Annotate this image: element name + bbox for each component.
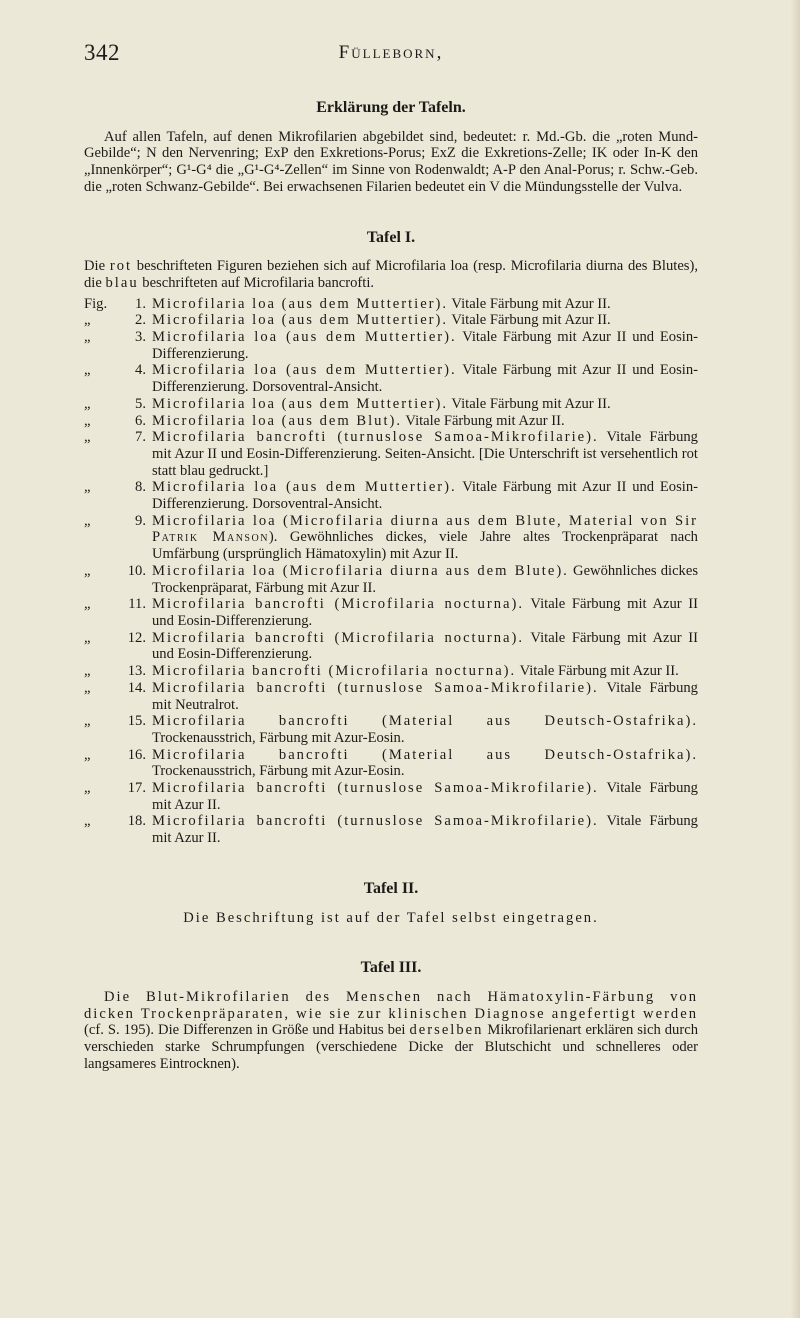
figure-caption bbox=[84, 596, 698, 629]
figure-species: Microfilaria loa (aus dem Muttertier). bbox=[152, 295, 449, 312]
figure-caption bbox=[84, 680, 698, 713]
figure-number: 6. bbox=[135, 412, 146, 429]
figure-species: Microfilaria bancrofti (Material aus Deutsch-Ostafrika). bbox=[152, 713, 698, 730]
tafel-1-title: Tafel I. bbox=[366, 228, 416, 246]
figure-caption bbox=[84, 329, 698, 362]
tafel-1-intro-a: Die bbox=[84, 258, 110, 275]
figure-species: Microfilaria loa (aus dem Muttertier). bbox=[152, 479, 457, 496]
figure-caption bbox=[84, 563, 698, 596]
figure-label: „ bbox=[84, 562, 91, 579]
tafel-1-intro bbox=[84, 258, 698, 291]
figure-text bbox=[152, 596, 698, 629]
figure-description: Trockenausstrich, Färbung mit Azur-Eosin. bbox=[152, 763, 405, 780]
figure-number: 17. bbox=[127, 780, 146, 797]
figure-text bbox=[152, 396, 698, 413]
figure-text bbox=[152, 680, 698, 713]
figure-species: Microfilaria loa (aus dem Muttertier). bbox=[152, 312, 449, 329]
figure-description: Vitale Färbung mit Azur II und Eosin-Differenzierung. bbox=[152, 329, 698, 362]
figure-caption bbox=[84, 396, 698, 413]
page-edge-shadow bbox=[790, 0, 800, 1318]
figure-number: 15. bbox=[127, 713, 146, 730]
figure-text bbox=[152, 780, 698, 813]
figure-text bbox=[152, 563, 698, 596]
tafel-2-title: Tafel II. bbox=[363, 879, 419, 897]
figure-description: Vitale Färbung mit Azur II und Eosin-Differenzierung. bbox=[152, 596, 698, 629]
figure-number: 2. bbox=[135, 312, 146, 329]
figure-label: „ bbox=[84, 395, 91, 412]
figure-number: 13. bbox=[127, 663, 146, 680]
figure-text bbox=[152, 513, 698, 563]
figure-description: Vitale Färbung mit Azur II. bbox=[402, 412, 565, 429]
figure-species: Microfilaria bancrofti (turnuslose Samoa-Mikrofilarie). bbox=[152, 679, 599, 696]
figure-description: ). Gewöhnliches dickes, viele Jahre altes Trockenpräparat nach Umfärbung (ursprünglich Hämatoxylin) mit Azur II. bbox=[152, 529, 698, 563]
figure-label: „ bbox=[84, 663, 91, 680]
figure-number: 4. bbox=[135, 362, 146, 379]
figure-label: „ bbox=[84, 479, 91, 496]
figure-label: „ bbox=[84, 412, 91, 429]
page-header bbox=[84, 40, 698, 70]
figure-list bbox=[84, 296, 698, 847]
figure-number: 16. bbox=[127, 746, 146, 763]
figure-caption bbox=[84, 813, 698, 846]
figure-caption bbox=[84, 663, 698, 680]
figure-number: 7. bbox=[135, 429, 146, 446]
figure-description: Vitale Färbung mit Azur II und Eosin-Differenzierung. Seiten-Ansicht. [Die Unterschrift ist versehentlich rot statt blau gedruckt.] bbox=[152, 429, 698, 479]
figure-description: Vitale Färbung mit Azur II. bbox=[448, 395, 611, 412]
tafel-3-text-a: Die Blut-Mikrofilarien des Menschen nach Hämatoxylin-Färbung von dicken Trockenpräparaten, wie sie zur klinischen Diagnose angefertigt werden bbox=[84, 988, 698, 1022]
figure-text bbox=[152, 362, 698, 395]
figure-label: Fig. bbox=[84, 295, 108, 312]
figure-text bbox=[152, 747, 698, 780]
figure-text bbox=[152, 429, 698, 479]
figure-number: 10. bbox=[127, 562, 146, 579]
figure-description: Vitale Färbung mit Azur II. bbox=[152, 780, 698, 813]
figure-species: Microfilaria loa (aus dem Muttertier). bbox=[152, 362, 457, 379]
figure-species: Microfilaria bancrofti (turnuslose Samoa-Mikrofilarie). bbox=[152, 780, 599, 797]
running-head: Fülleborn, bbox=[338, 42, 444, 63]
figure-description: Vitale Färbung mit Neutralrot. bbox=[152, 679, 698, 713]
figure-label: „ bbox=[84, 596, 91, 613]
tafel-3-title: Tafel III. bbox=[360, 959, 422, 977]
figure-label: „ bbox=[84, 512, 91, 529]
tafel-3-text-b: (cf. S. 195). Die Differenzen in Größe und Habitus bei bbox=[84, 1022, 410, 1039]
figure-description: Vitale Färbung mit Azur II. bbox=[152, 813, 698, 847]
figure-species: Microfilaria loa (aus dem Muttertier). bbox=[152, 329, 457, 346]
figure-number: 8. bbox=[135, 479, 146, 496]
figure-caption bbox=[84, 296, 698, 313]
figure-text bbox=[152, 663, 698, 680]
page-content bbox=[84, 100, 698, 1072]
figure-label: „ bbox=[84, 429, 91, 446]
figure-number: 1. bbox=[135, 295, 146, 312]
tafel-2-text: Die Beschriftung ist auf der Tafel selbst eingetragen. bbox=[183, 909, 599, 926]
tafel-3-text-c: derselben bbox=[409, 1022, 484, 1039]
figure-text bbox=[152, 312, 698, 329]
figure-label: „ bbox=[84, 713, 91, 730]
figure-text bbox=[152, 329, 698, 362]
figure-number: 5. bbox=[135, 395, 146, 412]
figure-text bbox=[152, 479, 698, 512]
figure-species: Microfilaria bancrofti (Microfilaria nocturna). bbox=[152, 596, 525, 613]
figure-caption bbox=[84, 630, 698, 663]
figure-species: Microfilaria bancrofti (turnuslose Samoa-Mikrofilarie). bbox=[152, 813, 599, 830]
figure-caption bbox=[84, 747, 698, 780]
figure-label: „ bbox=[84, 312, 91, 329]
figure-text bbox=[152, 413, 698, 430]
figure-description: Vitale Färbung mit Azur II und Eosin-Differenzierung. bbox=[152, 629, 698, 663]
figure-caption bbox=[84, 713, 698, 746]
figure-caption bbox=[84, 413, 698, 430]
figure-species: Microfilaria loa (aus dem Muttertier). bbox=[152, 395, 449, 412]
figure-caption bbox=[84, 513, 698, 563]
figure-label: „ bbox=[84, 780, 91, 797]
tafel-1-intro-b: beschrifteten Figuren beziehen sich auf Microfilaria loa (resp. Microfilaria diurna des Blutes), die bbox=[84, 258, 698, 291]
tafel-1-intro-rot: rot bbox=[109, 258, 133, 275]
tafel-3-text-d: Mikrofilarienart erklären sich durch verschieden starke Schrumpfungen (verschiedene Dicke der Blutschicht und schnelleres oder langsameres Eintrocknen). bbox=[84, 1022, 698, 1072]
figure-caption bbox=[84, 780, 698, 813]
figure-label: „ bbox=[84, 813, 91, 830]
figure-species: Microfilaria loa (Microfilaria diurna aus dem Blute). bbox=[152, 562, 569, 579]
figure-text bbox=[152, 813, 698, 846]
figure-species: Microfilaria loa (aus dem Blut). bbox=[152, 412, 403, 429]
tafel-1-intro-c: beschrifteten auf Microfilaria bancrofti. bbox=[138, 274, 375, 291]
figure-text bbox=[152, 296, 698, 313]
intro-paragraph: Auf allen Tafeln, auf denen Mikrofilarien abgebildet sind, bedeutet: r. Md.-Gb. die „roten Mund-Gebilde“; N den Nervenring; ExP den Exkretions-Porus; ExZ die Exkretions-Zelle; IK oder In-K den „Innenkörper“; G¹-G⁴ die „G¹-G⁴-Zellen“ im Sinne von Rodenwaldt; A-P den Anal-Porus; r. Schw.-Geb. die „roten Schwanz-Gebilde“. Bei erwachsenen Filarien bedeutet ein V die Mündungsstelle der Vulva. bbox=[84, 128, 698, 195]
figure-label: „ bbox=[84, 746, 91, 763]
figure-description: Gewöhnliches dickes Trockenpräparat, Färbung mit Azur II. bbox=[152, 562, 698, 596]
figure-description: Vitale Färbung mit Azur II. bbox=[448, 312, 611, 329]
page-number: 342 bbox=[84, 40, 120, 65]
figure-species: Microfilaria loa (Microfilaria diurna aus dem Blute, Material von Sir bbox=[152, 512, 698, 529]
figure-species: Microfilaria bancrofti (turnuslose Samoa-Mikrofilarie). bbox=[152, 429, 599, 446]
figure-number: 12. bbox=[127, 629, 146, 646]
figure-number: 11. bbox=[128, 596, 146, 613]
figure-caption bbox=[84, 479, 698, 512]
figure-description: Vitale Färbung mit Azur II. bbox=[448, 295, 611, 312]
figure-description: Vitale Färbung mit Azur II. bbox=[516, 663, 679, 680]
figure-text bbox=[152, 713, 698, 746]
figure-description: Vitale Färbung mit Azur II und Eosin-Differenzierung. Dorsoventral-Ansicht. bbox=[152, 479, 698, 513]
figure-species: Microfilaria bancrofti (Microfilaria nocturna). bbox=[152, 629, 525, 646]
figure-text bbox=[152, 630, 698, 663]
figure-label: „ bbox=[84, 679, 91, 696]
figure-label: „ bbox=[84, 629, 91, 646]
figure-caption bbox=[84, 312, 698, 329]
tafel-3-paragraph bbox=[84, 989, 698, 1073]
figure-number: 9. bbox=[135, 512, 146, 529]
figure-species: Microfilaria bancrofti (Microfilaria noctuгna). bbox=[152, 663, 517, 680]
figure-description: Vitale Färbung mit Azur II und Eosin-Differenzierung. Dorsoventral-Ansicht. bbox=[152, 362, 698, 396]
figure-caption bbox=[84, 429, 698, 479]
figure-label: „ bbox=[84, 329, 91, 346]
figure-number: 14. bbox=[127, 679, 146, 696]
figure-person: Patrik Manson bbox=[152, 529, 269, 546]
figure-number: 3. bbox=[135, 329, 146, 346]
figure-species: Microfilaria bancrofti (Material aus Deutsch-Ostafrika). bbox=[152, 746, 698, 763]
figure-caption bbox=[84, 362, 698, 395]
figure-label: „ bbox=[84, 362, 91, 379]
intro-title: Erklärung der Tafeln. bbox=[316, 99, 466, 116]
figure-number: 18. bbox=[127, 813, 146, 830]
figure-description: Trockenausstrich, Färbung mit Azur-Eosin. bbox=[152, 729, 405, 746]
tafel-1-intro-blau: blau bbox=[105, 274, 139, 291]
